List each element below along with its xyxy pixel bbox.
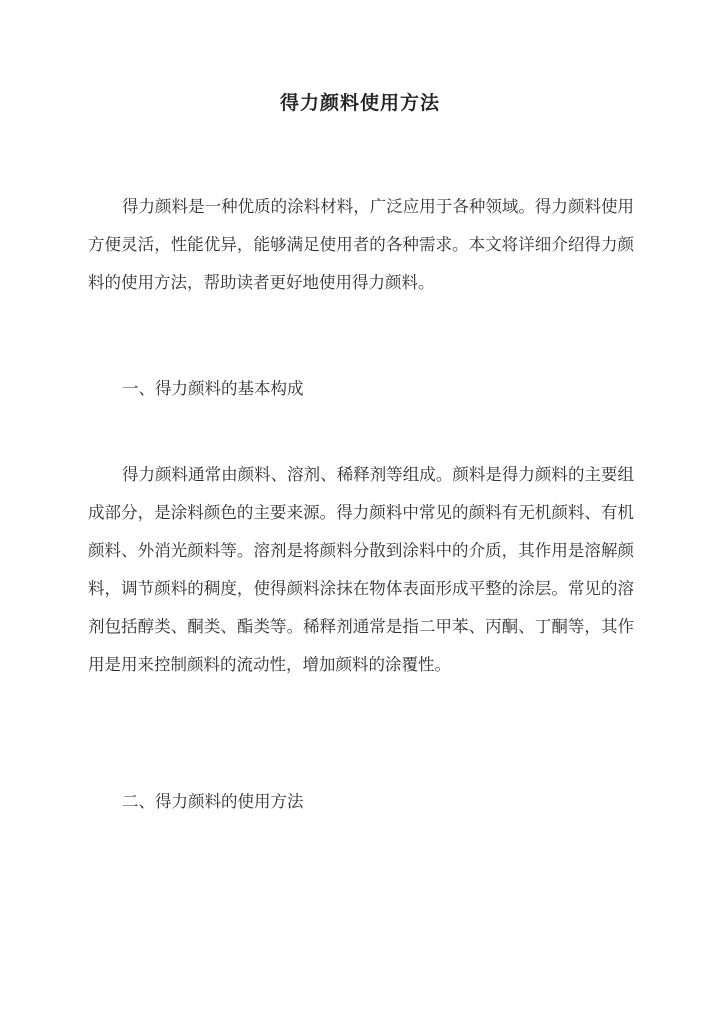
- section-1-heading: 一、得力颜料的基本构成: [122, 379, 304, 398]
- section-2-heading: 二、得力颜料的使用方法: [122, 792, 304, 811]
- section-1-paragraph: 得力颜料通常由颜料、溶剂、稀释剂等组成。颜料是得力颜料的主要组成部分，是涂料颜色的主要来源。得力颜料中常见的颜料有无机颜料、有机颜料、外消光颜料等。溶剂是将颜料分散到涂料中的介质，其作用是溶解颜料，调节颜料的稠度，使得颜料涂抹在物体表面形成平整的涂层。常见的溶剂包括醇类、酮类、酯类等。稀释剂通常是指二甲苯、丙酮、丁酮等，其作用是用来控制颜料的流动性，增加颜料的涂覆性。: [88, 465, 634, 674]
- document-title: 得力颜料使用方法: [279, 92, 440, 114]
- intro-paragraph: 得力颜料是一种优质的涂料材料，广泛应用于各种领域。得力颜料使用方便灵活，性能优异，能够满足使用者的各种需求。本文将详细介绍得力颜料的使用方法，帮助读者更好地使用得力颜料。: [88, 197, 634, 292]
